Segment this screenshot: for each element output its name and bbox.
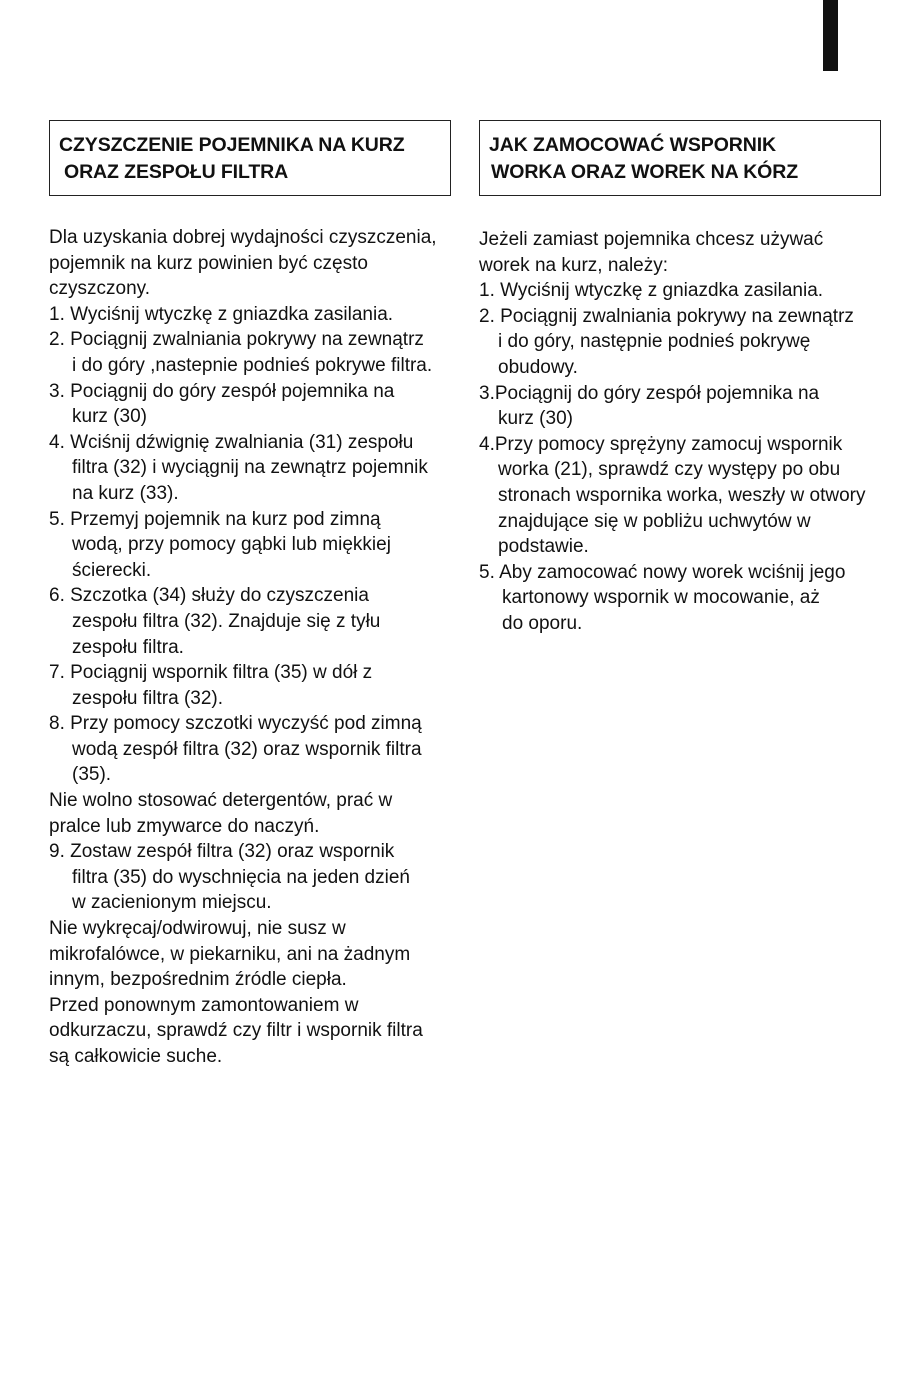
- section-body-bag-holder: [479, 227, 881, 637]
- section-bag-holder: [479, 120, 881, 637]
- step-line: i do góry ,nastepnie podnieś pokrywe filtra.: [72, 354, 433, 376]
- heading-line: CZYSZCZENIE POJEMNIKA NA KURZ: [59, 134, 405, 156]
- warning-detergents: [49, 788, 451, 839]
- step-line: 4. Wciśnij dźwignię zwalniania (31) zespołu: [49, 431, 414, 453]
- step-line: 2. Pociągnij zwalniania pokrywy na zewnątrz: [49, 329, 424, 351]
- step-line: znajdujące się w pobliżu uchwytów w: [498, 510, 811, 532]
- text-line: innym, bezpośrednim źródle ciepła.: [49, 969, 347, 991]
- intro-paragraph: [49, 225, 451, 302]
- step-line: worka (21), sprawdź czy występy po obu: [498, 459, 841, 481]
- step-line: i do góry, następnie podnieś pokrywę: [498, 331, 811, 353]
- step-line: kurz (30): [72, 406, 147, 428]
- step-line: filtra (32) i wyciągnij na zewnątrz pojemnik: [72, 457, 428, 479]
- step-line: 8. Przy pomocy szczotki wyczyść pod zimną: [49, 713, 422, 735]
- section-heading-bag-holder: [479, 120, 881, 196]
- text-line: Przed ponownym zamontowaniem w: [49, 994, 359, 1016]
- step-line: stronach wspornika worka, weszły w otwory: [498, 484, 866, 506]
- heading-line: WORKA ORAZ WOREK NA KÓRZ: [491, 161, 799, 183]
- step-3: [49, 379, 451, 430]
- step-line: w zacienionym miejscu.: [72, 892, 272, 914]
- step-line: na kurz (33).: [72, 482, 179, 504]
- step-3: [479, 381, 881, 432]
- step-7: [49, 660, 451, 711]
- step-line: 5. Przemyj pojemnik na kurz pod zimną: [49, 508, 381, 530]
- step-line: podstawie.: [498, 536, 589, 558]
- text-line: odkurzaczu, sprawdź czy filtr i wspornik filtra: [49, 1020, 423, 1042]
- step-line: zespołu filtra (32).: [72, 687, 224, 709]
- step-line: filtra (35) do wyschnięcia na jeden dzień: [72, 866, 410, 888]
- text-line: pralce lub zmywarce do naczyń.: [49, 815, 320, 837]
- section-cleaning-dust-container: [49, 120, 451, 1070]
- step-line: obudowy.: [498, 356, 578, 378]
- step-4: [49, 430, 451, 507]
- heading-line: ORAZ ZESPOŁU FILTRA: [64, 161, 289, 183]
- step-line: wodą zespół filtra (32) oraz wspornik filtra: [72, 738, 422, 760]
- step-1: [479, 278, 881, 304]
- text-line: pojemnik na kurz powinien być często: [49, 252, 368, 274]
- heading-line: JAK ZAMOCOWAĆ WSPORNIK: [489, 134, 777, 156]
- section-heading-cleaning: [49, 120, 451, 196]
- step-line: do oporu.: [502, 612, 583, 634]
- step-8: [49, 711, 451, 788]
- text-line: są całkowicie suche.: [49, 1046, 223, 1067]
- step-line: wodą, przy pomocy gąbki lub miękkiej: [72, 534, 391, 556]
- step-line: 1. Wyciśnij wtyczkę z gniazdka zasilania.: [49, 303, 394, 325]
- step-5: [479, 560, 881, 637]
- step-line: (35).: [72, 764, 112, 786]
- step-line: zespołu filtra.: [72, 636, 184, 658]
- step-line: 2. Pociągnij zwalniania pokrywy na zewnątrz: [479, 305, 854, 327]
- step-line: 9. Zostaw zespół filtra (32) oraz wspornik: [49, 841, 395, 863]
- step-line: kartonowy wspornik w mocowanie, aż: [502, 587, 820, 609]
- text-line: czyszczony.: [49, 278, 151, 300]
- step-line: 1. Wyciśnij wtyczkę z gniazdka zasilania.: [479, 280, 824, 302]
- text-line: worek na kurz, należy:: [479, 254, 669, 276]
- intro-paragraph: [479, 227, 881, 278]
- step-line: 3.Pociągnij do góry zespół pojemnika na: [479, 382, 820, 404]
- text-line: Dla uzyskania dobrej wydajności czyszczenia,: [49, 227, 437, 248]
- step-line: 6. Szczotka (34) służy do czyszczenia: [49, 585, 369, 607]
- text-line: mikrofalówce, w piekarniku, ani na żadnym: [49, 943, 411, 965]
- step-line: kurz (30): [498, 408, 573, 430]
- step-5: [49, 507, 451, 584]
- page-tab-marker: [823, 0, 838, 71]
- step-4: [479, 432, 881, 560]
- text-line: Nie wykręcaj/odwirowuj, nie susz w: [49, 918, 346, 940]
- step-9: [49, 839, 451, 916]
- step-line: zespołu filtra (32). Znajduje się z tyłu: [72, 610, 381, 632]
- text-line: Nie wolno stosować detergentów, prać w: [49, 790, 393, 812]
- step-6: [49, 583, 451, 660]
- step-line: 3. Pociągnij do góry zespół pojemnika na: [49, 380, 395, 402]
- step-2: [49, 327, 451, 378]
- warning-drying: [49, 916, 451, 1070]
- step-line: ścierecki.: [72, 559, 152, 581]
- section-body-cleaning: [49, 225, 451, 1070]
- step-line: 5. Aby zamocować nowy worek wciśnij jego: [479, 561, 846, 583]
- step-1: [49, 302, 451, 328]
- step-2: [479, 304, 881, 381]
- step-line: 7. Pociągnij wspornik filtra (35) w dół z: [49, 662, 373, 684]
- text-line: Jeżeli zamiast pojemnika chcesz używać: [479, 229, 824, 250]
- step-line: 4.Przy pomocy sprężyny zamocuj wspornik: [479, 433, 843, 455]
